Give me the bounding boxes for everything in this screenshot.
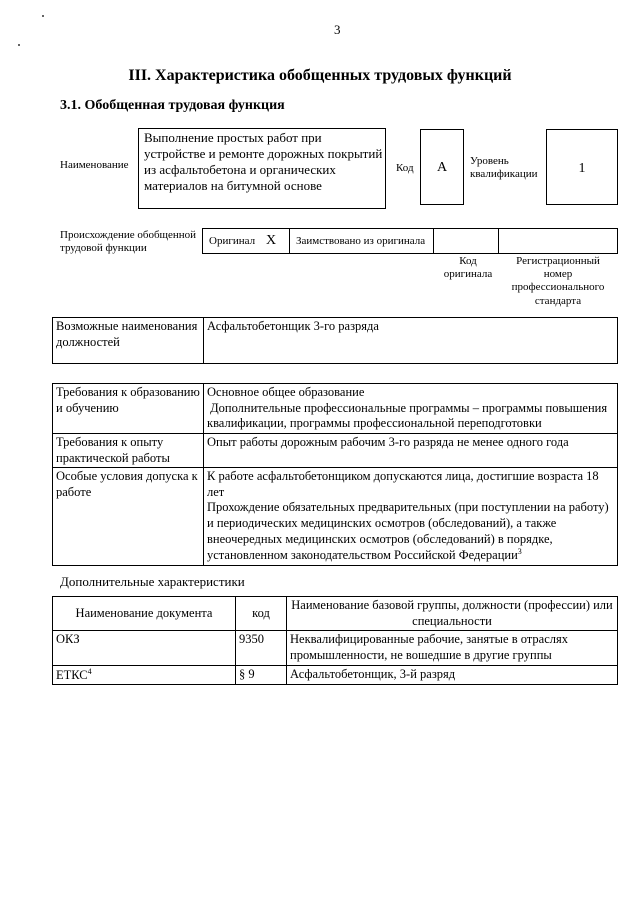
origin-reg-cell <box>498 228 618 254</box>
req-conditions-label: Особые условия допуска к работе <box>53 468 204 566</box>
col-name-header: Наименование базовой группы, должности (профессии) или специальности <box>287 597 618 631</box>
additional-title: Дополнительные характеристики <box>60 574 245 589</box>
row-name: Неквалифицированные рабочие, занятые в отраслях промышленности, не вошедшие в другие группы <box>287 631 618 665</box>
col-code-header: код <box>236 597 287 631</box>
req-conditions-line-2 <box>207 500 614 564</box>
positions-table <box>52 317 618 364</box>
positions-value: Асфальтобетонщик 3-го разряда <box>204 318 618 364</box>
level-value: 1 <box>578 161 586 176</box>
req-education-line-1: Основное общее образование <box>207 385 365 399</box>
req-conditions-text: Прохождение обязательных предварительных (при поступлении на работу) и периодических медицинских осмотров (обследований), а также внеочередных медицинских осмотров (обследований) в порядке, установленном законодательством Российской Федерации <box>207 500 609 563</box>
requirements-table <box>52 383 618 566</box>
positions-label: Возможные наименования должностей <box>53 318 204 364</box>
original-cell <box>202 228 290 254</box>
row-name: Асфальтобетонщик, 3-й разряд <box>287 665 618 685</box>
section-title: III. Характеристика обобщенных трудовых функций <box>128 67 512 84</box>
function-name-value: Выполнение простых работ при устройстве и ремонте дорожных покрытий из асфальтобетона и органических материалов на битумной основе <box>144 130 383 193</box>
page-number: 3 <box>334 22 341 37</box>
req-education-line-2: Дополнительные профессиональные программы – программы повышения квалификации, программы профессиональной переподготовки <box>207 400 611 431</box>
original-label: Оригинал <box>209 235 256 247</box>
additional-table <box>52 596 618 685</box>
name-label: Наименование <box>60 159 129 171</box>
origin-label: Происхождение обобщенной трудовой функции <box>60 229 197 255</box>
level-label: Уровень квалификации <box>470 155 538 181</box>
req-conditions-value <box>204 468 618 566</box>
footnote-4: 4 <box>87 666 92 676</box>
origin-code-cell <box>433 228 499 254</box>
scan-speck <box>42 15 44 17</box>
footnote-3: 3 <box>517 547 522 557</box>
table-row <box>53 631 618 665</box>
req-conditions-line-1: К работе асфальтобетонщиком допускаются лица, достигшие возраста 18 лет <box>207 469 599 499</box>
row-doc-text: ЕТКС <box>56 667 88 682</box>
subsection-title: 3.1. Обобщенная трудовая функция <box>60 98 285 113</box>
code-label: Код <box>396 162 414 174</box>
level-box <box>546 129 618 205</box>
function-name-box <box>138 128 386 209</box>
req-education-label: Требования к образованию и обучению <box>53 384 204 434</box>
original-mark: X <box>266 233 277 248</box>
row-doc <box>53 665 236 685</box>
borrowed-label: Заимствовано из оригинала <box>296 235 426 247</box>
code-box <box>420 129 464 205</box>
code-value: А <box>436 160 448 175</box>
req-experience-label: Требования к опыту практической работы <box>53 433 204 467</box>
row-code: 9350 <box>236 631 287 665</box>
borrowed-cell <box>289 228 434 254</box>
row-code: § 9 <box>236 665 287 685</box>
table-row <box>53 665 618 685</box>
req-experience-value: Опыт работы дорожным рабочим 3-го разряда не менее одного года <box>204 433 618 467</box>
code-caption: Код оригинала <box>443 255 493 281</box>
row-doc: ОКЗ <box>53 631 236 665</box>
scan-speck <box>18 44 20 46</box>
reg-caption: Регистрационный номер профессионального стандарта <box>511 255 605 307</box>
col-doc-header: Наименование документа <box>53 597 236 631</box>
req-education-value <box>204 384 618 434</box>
